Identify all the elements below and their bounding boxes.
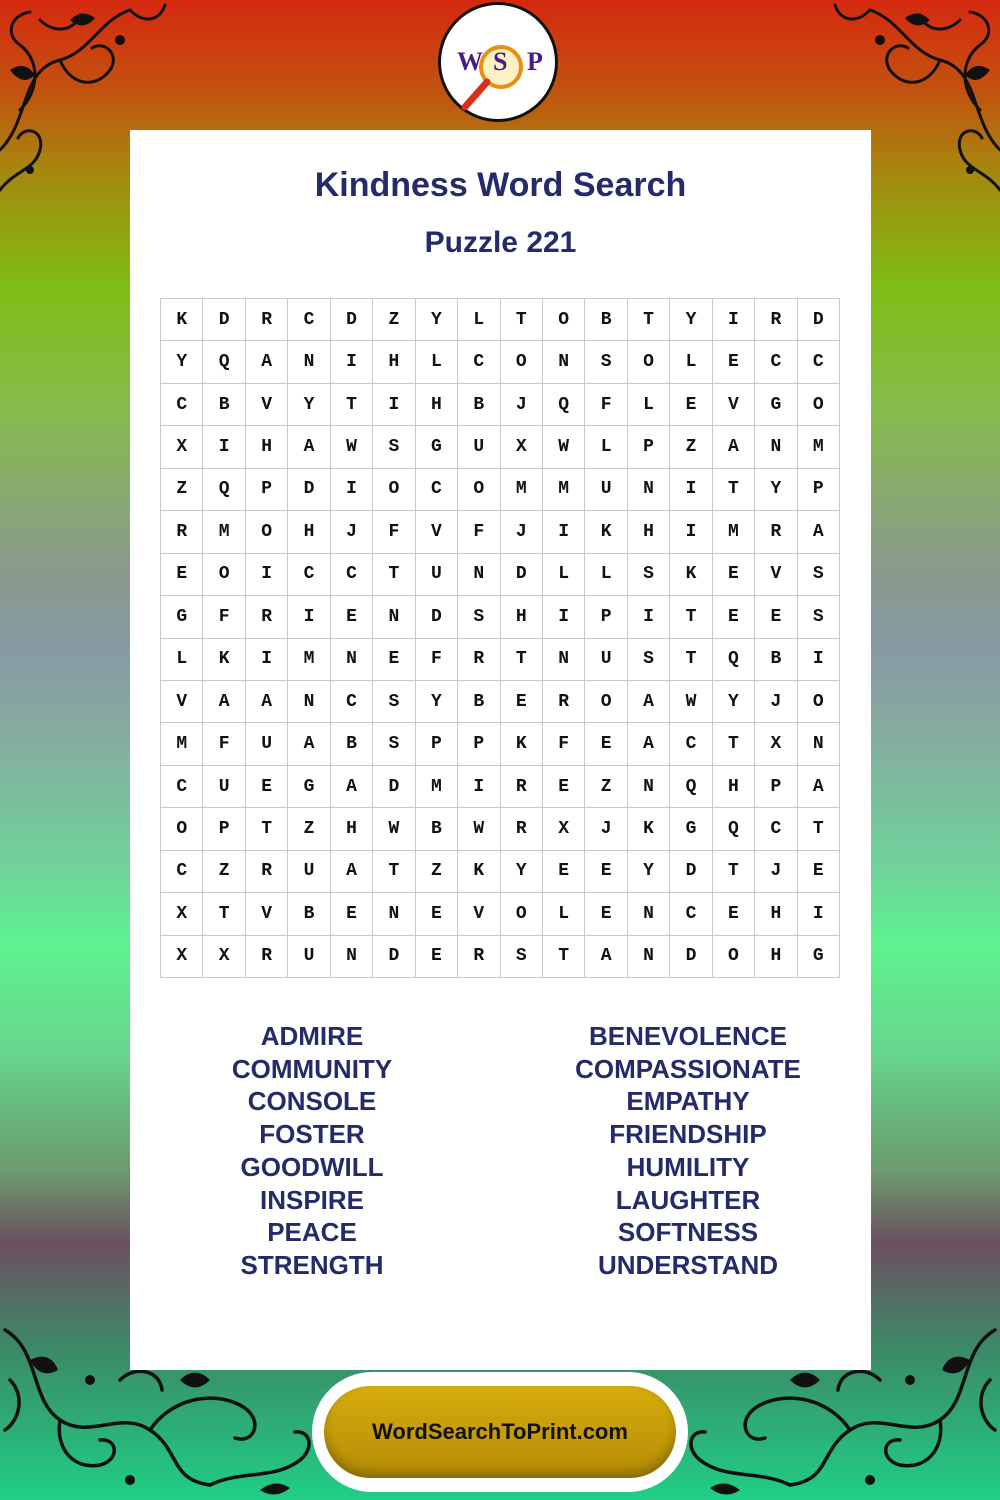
grid-cell[interactable]: X — [161, 426, 203, 468]
grid-cell[interactable]: T — [373, 851, 415, 893]
grid-cell[interactable]: N — [543, 341, 585, 383]
grid-cell[interactable]: S — [458, 596, 500, 638]
grid-cell[interactable]: U — [585, 469, 627, 511]
grid-cell[interactable]: C — [331, 554, 373, 596]
grid-cell[interactable]: H — [331, 808, 373, 850]
grid-cell[interactable]: A — [331, 766, 373, 808]
grid-cell[interactable]: Y — [628, 851, 670, 893]
grid-cell[interactable]: P — [628, 426, 670, 468]
grid-cell[interactable]: E — [373, 639, 415, 681]
grid-cell[interactable]: O — [246, 511, 288, 553]
grid-cell[interactable]: O — [798, 384, 840, 426]
grid-cell[interactable]: X — [203, 936, 245, 978]
logo-letter-s: S — [493, 47, 508, 76]
word-list-item: CONSOLE — [247, 1086, 377, 1117]
grid-cell[interactable]: I — [246, 554, 288, 596]
grid-cell[interactable]: S — [585, 341, 627, 383]
grid-cell[interactable]: R — [501, 766, 543, 808]
grid-cell[interactable]: G — [755, 384, 797, 426]
grid-cell[interactable]: R — [246, 936, 288, 978]
grid-cell[interactable]: X — [755, 723, 797, 765]
grid-cell[interactable]: E — [543, 851, 585, 893]
grid-cell[interactable]: O — [203, 554, 245, 596]
grid-cell[interactable]: T — [713, 723, 755, 765]
grid-cell[interactable]: T — [670, 596, 712, 638]
puzzle-card — [130, 130, 871, 1370]
grid-cell[interactable]: N — [628, 766, 670, 808]
grid-cell[interactable]: F — [458, 511, 500, 553]
grid-cell[interactable]: B — [585, 299, 627, 341]
grid-cell[interactable]: R — [246, 596, 288, 638]
grid-cell[interactable]: N — [373, 893, 415, 935]
grid-cell[interactable]: E — [246, 766, 288, 808]
grid-cell[interactable]: W — [331, 426, 373, 468]
word-list-item: COMPASSIONATE — [575, 1053, 801, 1084]
grid-cell[interactable]: R — [458, 936, 500, 978]
grid-cell[interactable]: N — [543, 639, 585, 681]
grid-cell[interactable]: E — [543, 766, 585, 808]
grid-cell[interactable]: D — [373, 936, 415, 978]
word-list-item: PEACE — [267, 1217, 357, 1248]
grid-cell[interactable]: R — [755, 299, 797, 341]
grid-cell[interactable]: A — [798, 511, 840, 553]
grid-cell[interactable]: Y — [713, 681, 755, 723]
word-list-item: COMMUNITY — [231, 1053, 393, 1084]
grid-cell[interactable]: K — [670, 554, 712, 596]
grid-cell[interactable]: M — [416, 766, 458, 808]
grid-cell[interactable]: E — [713, 341, 755, 383]
grid-cell[interactable]: P — [458, 723, 500, 765]
grid-cell[interactable]: C — [161, 766, 203, 808]
grid-cell[interactable]: S — [373, 681, 415, 723]
grid-cell[interactable]: Q — [203, 469, 245, 511]
grid-cell[interactable]: K — [628, 808, 670, 850]
grid-cell[interactable]: Q — [670, 766, 712, 808]
word-list-item: UNDERSTAND — [597, 1249, 779, 1280]
page-title: Kindness Word Search — [314, 166, 687, 204]
grid-cell[interactable]: F — [203, 723, 245, 765]
grid-cell[interactable]: J — [501, 384, 543, 426]
grid-cell[interactable]: A — [798, 766, 840, 808]
grid-cell[interactable]: H — [416, 384, 458, 426]
grid-cell[interactable]: I — [373, 384, 415, 426]
grid-cell[interactable]: J — [755, 851, 797, 893]
grid-cell[interactable]: Y — [501, 851, 543, 893]
grid-cell[interactable]: P — [798, 469, 840, 511]
grid-cell[interactable]: C — [416, 469, 458, 511]
grid-cell[interactable]: X — [543, 808, 585, 850]
grid-cell[interactable]: N — [458, 554, 500, 596]
grid-cell[interactable]: V — [458, 893, 500, 935]
grid-cell[interactable]: G — [670, 808, 712, 850]
grid-cell[interactable]: B — [755, 639, 797, 681]
grid-cell[interactable]: L — [670, 341, 712, 383]
grid-cell[interactable]: D — [373, 766, 415, 808]
grid-cell[interactable]: A — [203, 681, 245, 723]
grid-cell[interactable]: S — [501, 936, 543, 978]
grid-cell[interactable]: C — [288, 299, 330, 341]
grid-cell[interactable]: E — [331, 893, 373, 935]
grid-cell[interactable]: T — [331, 384, 373, 426]
grid-cell[interactable]: O — [373, 469, 415, 511]
grid-cell[interactable]: F — [585, 384, 627, 426]
grid-cell[interactable]: W — [670, 681, 712, 723]
grid-cell[interactable]: T — [628, 299, 670, 341]
grid-cell[interactable]: A — [331, 851, 373, 893]
grid-cell[interactable]: Q — [203, 341, 245, 383]
grid-cell[interactable]: V — [416, 511, 458, 553]
grid-cell[interactable]: H — [713, 766, 755, 808]
grid-cell[interactable]: V — [246, 384, 288, 426]
grid-cell[interactable]: A — [628, 681, 670, 723]
grid-cell[interactable]: G — [288, 766, 330, 808]
footer-badge — [312, 1372, 688, 1492]
grid-cell[interactable]: E — [585, 723, 627, 765]
word-list-item: EMPATHY — [626, 1086, 750, 1117]
grid-cell[interactable]: B — [331, 723, 373, 765]
grid-cell[interactable]: T — [203, 893, 245, 935]
grid-cell[interactable]: H — [373, 341, 415, 383]
grid-cell[interactable]: F — [373, 511, 415, 553]
grid-cell[interactable]: V — [246, 893, 288, 935]
grid-cell[interactable]: R — [246, 299, 288, 341]
grid-cell[interactable]: T — [670, 639, 712, 681]
word-list-left — [127, 1020, 497, 1282]
grid-cell[interactable]: M — [203, 511, 245, 553]
grid-cell[interactable]: H — [628, 511, 670, 553]
grid-cell[interactable]: N — [628, 893, 670, 935]
grid-cell[interactable]: B — [458, 681, 500, 723]
grid-cell[interactable]: E — [713, 554, 755, 596]
grid-cell[interactable]: E — [585, 893, 627, 935]
grid-cell[interactable]: E — [713, 596, 755, 638]
site-logo[interactable] — [438, 2, 558, 122]
grid-cell[interactable]: R — [543, 681, 585, 723]
grid-cell[interactable]: D — [203, 299, 245, 341]
grid-cell[interactable]: P — [585, 596, 627, 638]
grid-cell[interactable]: T — [713, 469, 755, 511]
grid-cell[interactable]: C — [161, 384, 203, 426]
grid-cell[interactable]: Y — [288, 384, 330, 426]
grid-cell[interactable]: K — [458, 851, 500, 893]
grid-cell[interactable]: O — [713, 936, 755, 978]
grid-cell[interactable]: M — [713, 511, 755, 553]
grid-cell[interactable]: E — [755, 596, 797, 638]
grid-cell[interactable]: U — [288, 936, 330, 978]
grid-cell[interactable]: U — [585, 639, 627, 681]
grid-cell[interactable]: L — [458, 299, 500, 341]
grid-cell[interactable]: K — [585, 511, 627, 553]
puzzle-number: Puzzle 221 — [424, 226, 577, 259]
grid-cell[interactable]: I — [628, 596, 670, 638]
grid-cell[interactable]: B — [288, 893, 330, 935]
grid-cell[interactable]: K — [203, 639, 245, 681]
word-list-item: FRIENDSHIP — [609, 1119, 767, 1150]
grid-cell[interactable]: B — [203, 384, 245, 426]
grid-cell[interactable]: F — [543, 723, 585, 765]
grid-cell[interactable]: F — [416, 639, 458, 681]
website-url: WordSearchToPrint.com — [372, 1419, 628, 1444]
grid-cell[interactable]: A — [288, 723, 330, 765]
grid-cell[interactable]: W — [373, 808, 415, 850]
grid-cell[interactable]: I — [331, 469, 373, 511]
grid-cell[interactable]: N — [755, 426, 797, 468]
grid-cell[interactable]: L — [161, 639, 203, 681]
grid-cell[interactable]: I — [713, 299, 755, 341]
grid-cell[interactable]: I — [331, 341, 373, 383]
grid-cell[interactable]: A — [713, 426, 755, 468]
grid-cell[interactable]: S — [628, 554, 670, 596]
grid-cell[interactable]: U — [246, 723, 288, 765]
grid-cell[interactable]: U — [203, 766, 245, 808]
grid-cell[interactable]: S — [373, 426, 415, 468]
grid-cell[interactable]: L — [585, 426, 627, 468]
grid-cell[interactable]: O — [501, 341, 543, 383]
grid-cell[interactable]: P — [755, 766, 797, 808]
grid-cell[interactable]: I — [458, 766, 500, 808]
grid-cell[interactable]: A — [246, 681, 288, 723]
word-list-item: BENEVOLENCE — [589, 1021, 787, 1051]
grid-cell[interactable]: Z — [288, 808, 330, 850]
grid-cell[interactable]: Z — [373, 299, 415, 341]
grid-cell[interactable]: W — [458, 808, 500, 850]
website-link-button[interactable] — [324, 1386, 676, 1478]
grid-cell[interactable]: U — [458, 426, 500, 468]
grid-cell[interactable]: O — [161, 808, 203, 850]
grid-cell[interactable]: D — [331, 299, 373, 341]
grid-cell[interactable]: P — [416, 723, 458, 765]
grid-cell[interactable]: I — [543, 511, 585, 553]
grid-cell[interactable]: M — [501, 469, 543, 511]
grid-cell[interactable]: N — [331, 639, 373, 681]
word-list-item: SOFTNESS — [617, 1217, 759, 1248]
grid-cell[interactable]: J — [585, 808, 627, 850]
grid-cell[interactable]: D — [501, 554, 543, 596]
grid-cell[interactable]: O — [543, 299, 585, 341]
grid-cell[interactable]: L — [543, 554, 585, 596]
grid-cell[interactable]: C — [755, 808, 797, 850]
grid-cell[interactable]: O — [798, 681, 840, 723]
grid-cell[interactable]: X — [161, 893, 203, 935]
grid-cell[interactable]: D — [798, 299, 840, 341]
grid-cell[interactable]: I — [246, 639, 288, 681]
grid-cell[interactable]: M — [288, 639, 330, 681]
word-list-item: HUMILITY — [626, 1151, 750, 1182]
grid-cell[interactable]: E — [585, 851, 627, 893]
grid-cell[interactable]: E — [331, 596, 373, 638]
grid-cell[interactable]: L — [628, 384, 670, 426]
grid-cell[interactable]: K — [161, 299, 203, 341]
word-list-item: LAUGHTER — [615, 1184, 761, 1215]
grid-cell[interactable]: Z — [585, 766, 627, 808]
grid-cell[interactable]: F — [203, 596, 245, 638]
grid-cell[interactable]: E — [161, 554, 203, 596]
grid-cell[interactable]: O — [585, 681, 627, 723]
grid-cell[interactable]: A — [585, 936, 627, 978]
grid-cell[interactable]: W — [543, 426, 585, 468]
grid-cell[interactable]: P — [246, 469, 288, 511]
grid-cell[interactable]: H — [755, 936, 797, 978]
grid-cell[interactable]: D — [670, 936, 712, 978]
grid-cell[interactable]: K — [501, 723, 543, 765]
grid-cell[interactable]: O — [501, 893, 543, 935]
grid-cell[interactable]: Q — [713, 808, 755, 850]
grid-cell[interactable]: O — [628, 341, 670, 383]
grid-cell[interactable]: R — [501, 808, 543, 850]
grid-cell[interactable]: G — [161, 596, 203, 638]
grid-cell[interactable]: E — [798, 851, 840, 893]
grid-cell[interactable]: C — [161, 851, 203, 893]
grid-cell[interactable]: T — [501, 639, 543, 681]
grid-cell[interactable]: D — [416, 596, 458, 638]
grid-cell[interactable]: X — [501, 426, 543, 468]
grid-cell[interactable]: V — [755, 554, 797, 596]
grid-cell[interactable]: A — [628, 723, 670, 765]
grid-cell[interactable]: S — [373, 723, 415, 765]
grid-cell[interactable]: T — [246, 808, 288, 850]
grid-cell[interactable]: C — [288, 554, 330, 596]
grid-cell[interactable]: Z — [161, 469, 203, 511]
grid-cell[interactable]: Y — [755, 469, 797, 511]
grid-cell[interactable]: T — [713, 851, 755, 893]
grid-cell[interactable]: J — [331, 511, 373, 553]
grid-cell[interactable]: I — [288, 596, 330, 638]
grid-cell[interactable]: E — [416, 936, 458, 978]
grid-cell[interactable]: C — [670, 723, 712, 765]
grid-cell[interactable]: E — [416, 893, 458, 935]
grid-cell[interactable]: Y — [670, 299, 712, 341]
grid-cell[interactable]: T — [373, 554, 415, 596]
grid-cell[interactable]: V — [161, 681, 203, 723]
grid-cell[interactable]: L — [416, 341, 458, 383]
word-list-item: FOSTER — [259, 1119, 365, 1150]
grid-cell[interactable]: I — [203, 426, 245, 468]
grid-cell[interactable]: B — [458, 384, 500, 426]
grid-cell[interactable]: R — [755, 511, 797, 553]
grid-cell[interactable]: L — [585, 554, 627, 596]
grid-cell[interactable]: Q — [713, 639, 755, 681]
grid-cell[interactable]: B — [416, 808, 458, 850]
grid-cell[interactable]: I — [543, 596, 585, 638]
grid-cell[interactable]: R — [161, 511, 203, 553]
grid-cell[interactable]: A — [246, 341, 288, 383]
grid-cell[interactable]: N — [628, 469, 670, 511]
grid-cell[interactable]: E — [670, 384, 712, 426]
grid-cell[interactable]: H — [288, 511, 330, 553]
grid-cell[interactable]: C — [798, 341, 840, 383]
grid-cell[interactable]: M — [543, 469, 585, 511]
grid-cell[interactable]: U — [416, 554, 458, 596]
grid-cell[interactable]: N — [373, 596, 415, 638]
grid-cell[interactable]: C — [670, 893, 712, 935]
word-list-right — [503, 1020, 873, 1282]
grid-cell[interactable]: N — [628, 936, 670, 978]
grid-cell[interactable]: Y — [416, 681, 458, 723]
grid-cell[interactable]: Y — [161, 341, 203, 383]
grid-cell[interactable]: T — [543, 936, 585, 978]
grid-cell[interactable]: R — [246, 851, 288, 893]
logo-letter-p: P — [527, 47, 543, 76]
grid-cell[interactable]: N — [331, 936, 373, 978]
grid-cell[interactable]: C — [458, 341, 500, 383]
grid-cell[interactable]: Y — [416, 299, 458, 341]
grid-cell[interactable]: G — [416, 426, 458, 468]
grid-cell[interactable]: S — [798, 596, 840, 638]
word-list-item: INSPIRE — [259, 1184, 365, 1215]
grid-cell[interactable]: Q — [543, 384, 585, 426]
grid-cell[interactable]: C — [331, 681, 373, 723]
word-list-item: GOODWILL — [240, 1151, 384, 1182]
grid-cell[interactable]: G — [798, 936, 840, 978]
grid-cell[interactable]: E — [501, 681, 543, 723]
grid-cell[interactable]: D — [670, 851, 712, 893]
grid-cell[interactable]: N — [288, 341, 330, 383]
grid-cell[interactable]: E — [713, 893, 755, 935]
grid-cell[interactable]: T — [798, 808, 840, 850]
grid-cell[interactable]: R — [458, 639, 500, 681]
grid-cell[interactable]: C — [755, 341, 797, 383]
grid-cell[interactable]: O — [458, 469, 500, 511]
grid-cell[interactable]: H — [501, 596, 543, 638]
grid-cell[interactable]: Z — [416, 851, 458, 893]
grid-cell[interactable]: T — [501, 299, 543, 341]
grid-cell[interactable]: Z — [203, 851, 245, 893]
grid-cell[interactable]: D — [288, 469, 330, 511]
grid-cell[interactable]: J — [755, 681, 797, 723]
grid-cell[interactable]: A — [288, 426, 330, 468]
grid-cell[interactable]: Z — [670, 426, 712, 468]
word-list-item: STRENGTH — [240, 1249, 384, 1280]
word-list-item: ADMIRE — [260, 1021, 364, 1051]
grid-cell[interactable]: I — [670, 511, 712, 553]
grid-cell[interactable]: S — [798, 554, 840, 596]
grid-cell[interactable]: V — [713, 384, 755, 426]
grid-cell[interactable]: J — [501, 511, 543, 553]
grid-cell[interactable]: S — [628, 639, 670, 681]
grid-cell[interactable]: U — [288, 851, 330, 893]
grid-cell[interactable]: X — [161, 936, 203, 978]
grid-cell[interactable]: H — [246, 426, 288, 468]
grid-cell[interactable]: I — [798, 893, 840, 935]
grid-cell[interactable]: H — [755, 893, 797, 935]
grid-cell[interactable]: M — [798, 426, 840, 468]
letter-grid — [160, 298, 840, 978]
grid-cell[interactable]: I — [798, 639, 840, 681]
grid-cell[interactable]: N — [288, 681, 330, 723]
grid-cell[interactable]: M — [161, 723, 203, 765]
grid-cell[interactable]: L — [543, 893, 585, 935]
logo-letter-w: W — [457, 47, 483, 76]
grid-cell[interactable]: I — [670, 469, 712, 511]
grid-cell[interactable]: N — [798, 723, 840, 765]
grid-cell[interactable]: P — [203, 808, 245, 850]
